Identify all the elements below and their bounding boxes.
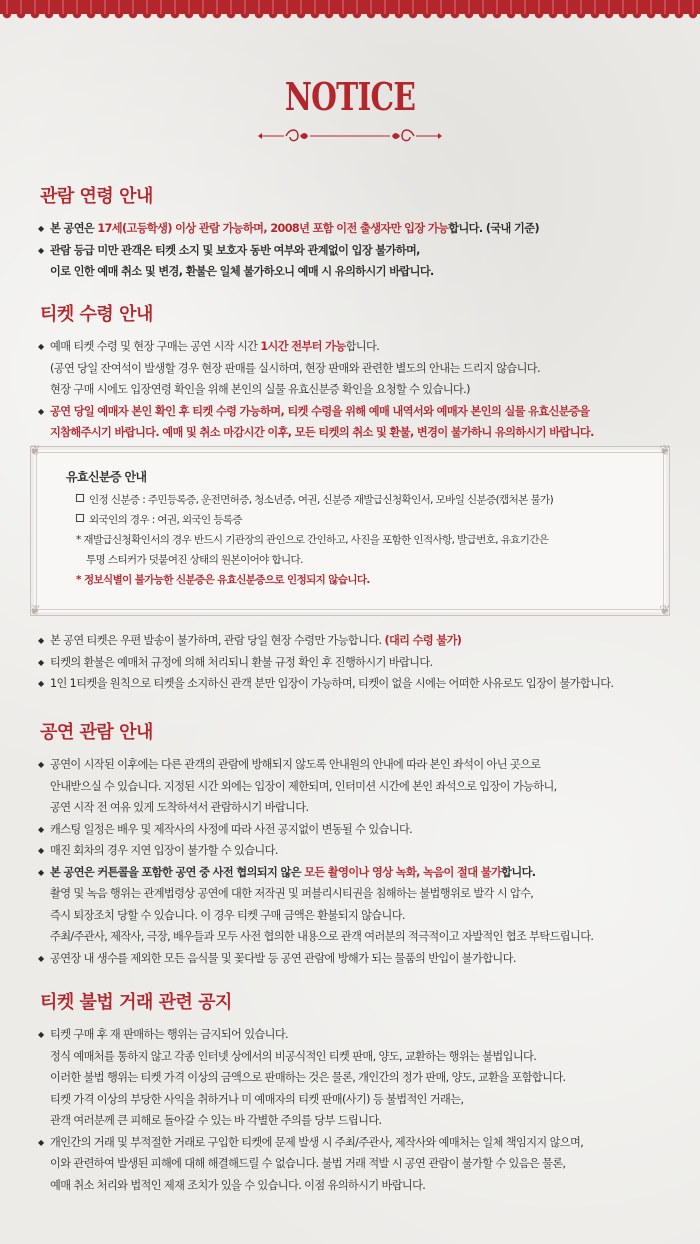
list-item: ◆ 공연이 시작된 이후에는 다른 관객의 관람에 방해되지 않도록 안내원의 안내에 따라 본인 좌석이 아닌 곳으로 안내받으실 수 있습니다. 지정된 시간 외에는 입장이 제한되며, 인터미션 시간에 본인 좌석으로 입장이 가능하니, 공연 시작 전 여유 있게 도착하셔서 관람하시기 바랍니다. (40, 754, 670, 819)
list-item: ◆ 개인간의 거래 및 부적절한 거래로 구입한 티켓에 문제 발생 시 주최/주관사, 제작사와 예매처는 일체 책임지지 않으며, 이와 관련하여 발생된 피해에 대해 해결해드릴 수 없습니다. 불법 거래 적발 시 공연 관람이 불가할 수 있음은 물론, 예매 취소 처리와 법적인 제재 조치가 있을 수 있습니다. 이점 유의하시기 바랍니다. (40, 1132, 670, 1197)
list-item: ◆ 공연 당일 예매자 본인 확인 후 티켓 수령 가능하며, 티켓 수령을 위해 예매 내역서와 예매자 본인의 실물 유효신분증을 지참해주시기 바랍니다. 예매 및 취소 마감시간 이후, 모든 티켓의 취소 및 환불, 변경이 불가하니 유의하시기 바랍니다. (40, 401, 670, 444)
list-item: ◆ 예매 티켓 수령 및 현장 구매는 공연 시작 시간 1시간 전부터 가능합니다. (공연 당일 잔여석이 발생할 경우 현장 판매를 실시하며, 현장 판매와 관련한 별도의 안내는 드리지 않습니다. 현장 구매 시에도 입장연령 확인을 위해 본인의 실물 유효신분증 확인을 요청할 수 있습니다.) (40, 336, 670, 401)
section-show (40, 718, 670, 969)
list-item: ◆ 공연장 내 생수를 제외한 모든 음식물 및 꽃다발 등 공연 관람에 방해가 되는 물품의 반입이 불가합니다. (40, 948, 670, 970)
diamond-bullet-icon: ◆ (38, 846, 44, 855)
list-item: ◆ 캐스팅 일정은 배우 및 제작사의 사정에 따라 사전 공지없이 변동될 수 있습니다. (40, 819, 670, 841)
top-decorative-border (0, 0, 700, 14)
diamond-bullet-icon: ◆ (38, 1137, 44, 1147)
diamond-bullet-icon: ◆ (38, 953, 44, 963)
list-item: ◆ 본 공연 티켓은 우편 발송이 불가하며, 관람 당일 현장 수령만 가능합니다. (대리 수령 불가) (40, 630, 670, 652)
flourish-divider-icon (256, 126, 444, 146)
list-item: ◆ 티켓의 환불은 예매처 규정에 의해 처리되니 환불 규정 확인 후 진행하시기 바랍니다. (40, 652, 670, 674)
section-age (40, 182, 670, 283)
diamond-bullet-icon: ◆ (38, 760, 44, 769)
diamond-bullet-icon: ◆ (38, 679, 44, 688)
section-ticket (40, 300, 670, 444)
id-box-content: 인정 신분증 : 주민등록증, 운전면허증, 청소년증, 여권, 신분증 재발급신청확인서, 모바일 신분증(캡처본 불가) 외국인의 경우 : 여권, 외국인 등록증 * 재발급신청확인서의 경우 반드시 기관장의 관인으로 간인하고, 사진을 포함한 인적사항, 발급번호, 유효기간은 투명 스티커가 덧붙여진 상태의 원본이어야 합니다. * 정보식별이 불가능한 신분증은 유효신분증으로 인정되지 않습니다. (76, 494, 554, 586)
page-title: NOTICE (284, 74, 416, 119)
section-title-show: 공연 관람 안내 (40, 722, 153, 743)
diamond-bullet-icon: ◆ (38, 867, 44, 877)
id-box-title: 유효신분증 안내 (66, 470, 147, 484)
corner-ornament-icon: ❦ (29, 443, 41, 459)
diamond-bullet-icon: ◆ (38, 406, 44, 416)
diamond-bullet-icon: ◆ (38, 245, 44, 255)
list-item: ◆ 본 공연은 17세(고등학생) 이상 관람 가능하며, 2008년 포함 이전 출생자만 입장 가능합니다. (국내 기준) (40, 218, 670, 240)
list-item: ◆ 매진 회차의 경우 지연 입장이 불가할 수 있습니다. (40, 840, 670, 862)
list-item: ◆ 티켓 구매 후 재 판매하는 행위는 금지되어 있습니다. 정식 예매처를 통하지 않고 각종 인터넷 상에서의 비공식적인 티켓 판매, 양도, 교환하는 행위는 불법입니다. 이러한 불법 행위는 티켓 가격 이상의 금액으로 판매하는 것은 물론, 개인간의 정가 판매, 양도, 교환을 포함합니다. 티켓 가격 이상의 부당한 사익을 취하거나 미 예매자의 티켓 판매(사기) 등 불법적인 거래는, 관객 여러분께 큰 피해로 돌아갈 수 있는 바 각별한 주의를 당부 드립니다. (40, 1024, 670, 1132)
list-item: ◆ 관람 등급 미만 관객은 티켓 소지 및 보호자 동반 여부와 관계없이 입장 불가하며, 이로 인한 예매 취소 및 변경, 환불은 일체 불가하오니 예매 시 유의하시기 바랍니다. (40, 240, 670, 283)
diamond-bullet-icon: ◆ (38, 1030, 44, 1039)
list-item: ◆ 본 공연은 커튼콜을 포함한 공연 중 사전 협의되지 않은 모든 촬영이나 영상 녹화, 녹음이 절대 불가합니다. 촬영 및 녹음 행위는 관계법령상 공연에 대한 저작권 및 퍼블리시티권을 침해하는 불법행위로 발각 시 압수, 즉시 퇴장조치 당할 수 있습니다. 이 경우 티켓 구매 금액은 환불되지 않습니다. 주최/주관사, 제작사, 극장, 배우들과 모두 사전 협의한 내용으로 관객 여러분의 적극적이고 자발적인 협조 부탁드립니다. (40, 862, 670, 948)
corner-ornament-icon: ❦ (29, 603, 41, 619)
corner-ornament-icon: ❦ (659, 443, 671, 459)
square-icon (76, 514, 84, 522)
section-title-age: 관람 연령 안내 (40, 186, 153, 207)
section-title-ticket: 티켓 수령 안내 (40, 304, 153, 325)
diamond-bullet-icon: ◆ (38, 224, 44, 233)
section-title-illegal: 티켓 불법 거래 관련 공지 (40, 992, 232, 1013)
diamond-bullet-icon: ◆ (38, 657, 44, 667)
corner-ornament-icon: ❦ (659, 603, 671, 619)
diamond-bullet-icon: ◆ (38, 824, 44, 834)
square-icon (76, 494, 84, 502)
list-item: ◆ 1인 1티켓을 원칙으로 티켓을 소지하신 관객 분만 입장이 가능하며, 티켓이 없을 시에는 어떠한 사유로도 입장이 불가합니다. (40, 673, 670, 695)
section-ticket-extra (40, 630, 670, 695)
id-card-info-box (29, 443, 671, 619)
diamond-bullet-icon: ◆ (38, 342, 44, 351)
diamond-bullet-icon: ◆ (38, 636, 44, 645)
section-illegal-trade (40, 988, 670, 1196)
